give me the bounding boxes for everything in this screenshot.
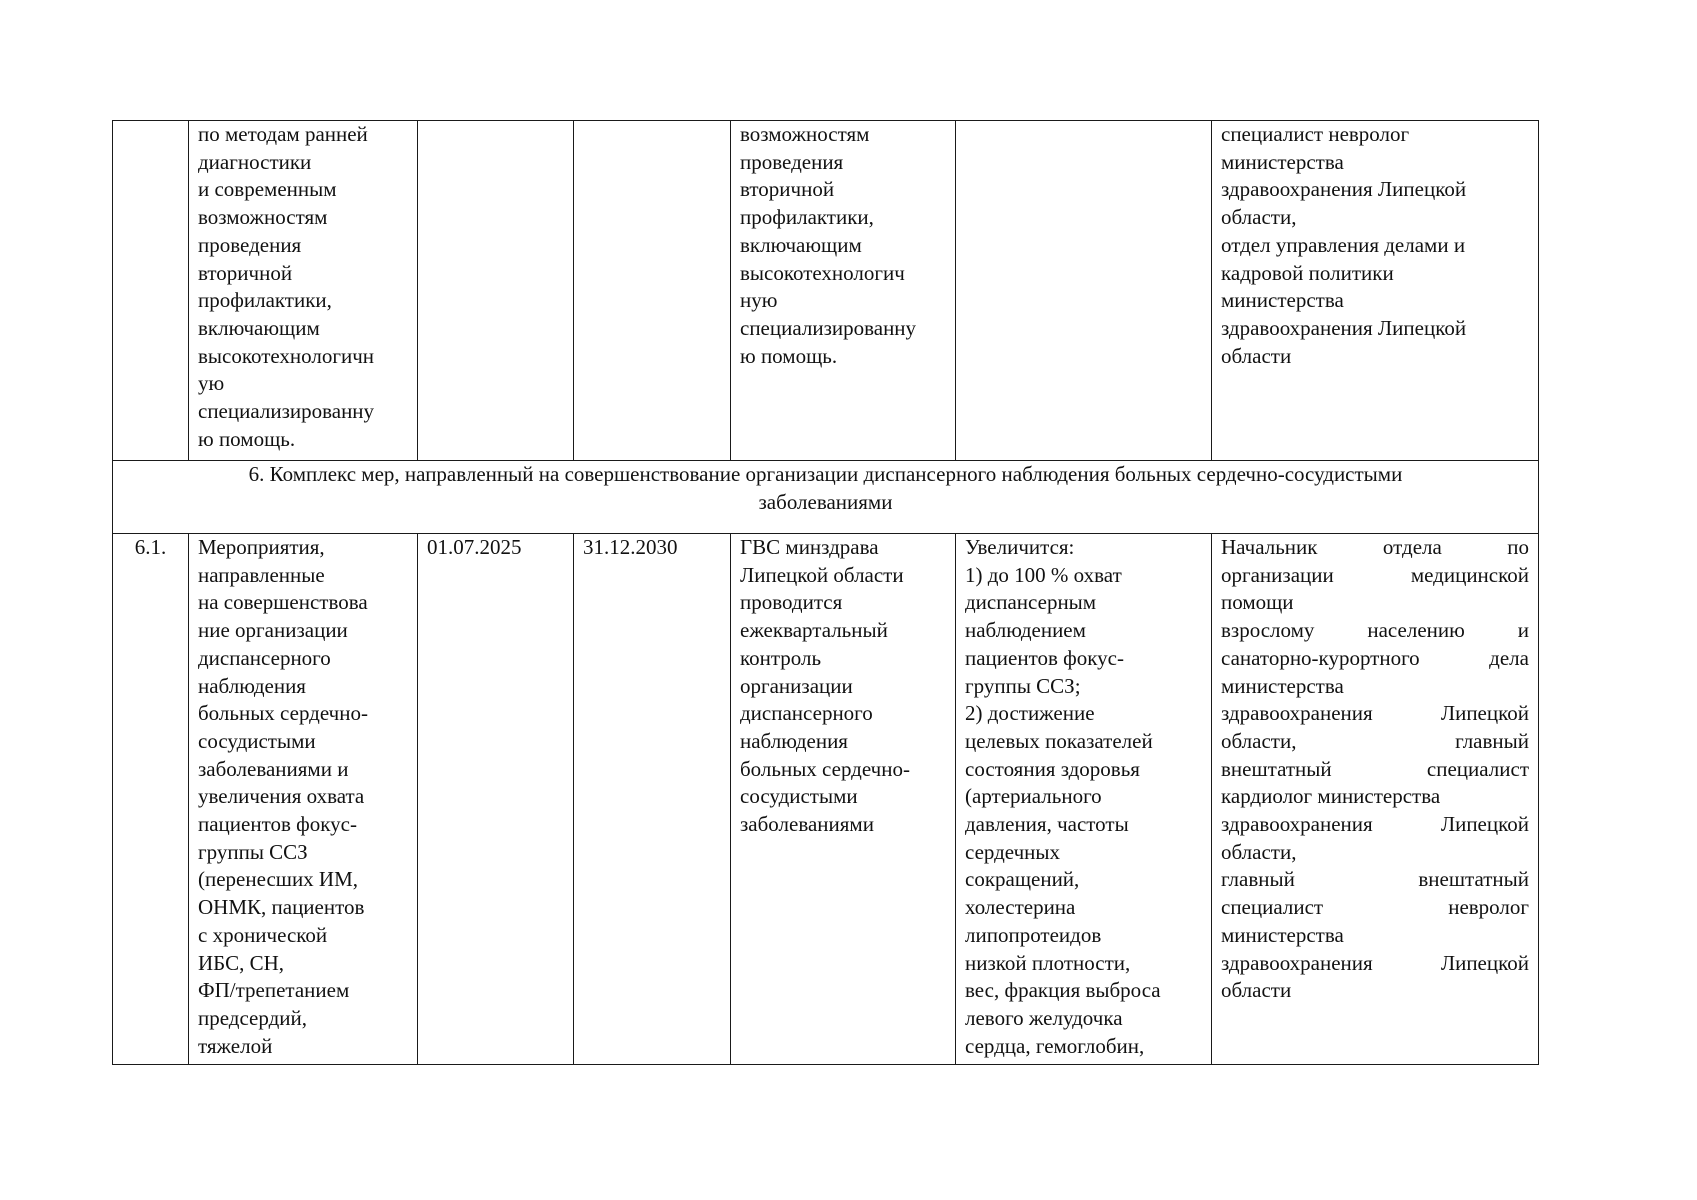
text-line: ю помощь. xyxy=(198,426,296,451)
text-line: холестерина xyxy=(965,895,1076,920)
text-line: предсердий, xyxy=(198,1005,307,1030)
text-line: включающим xyxy=(198,315,320,340)
text-line: министерства xyxy=(1221,149,1344,174)
text-line: контроль xyxy=(740,645,822,670)
text-line: пациентов фокус- xyxy=(198,812,357,837)
text-line: группы ССЗ xyxy=(198,839,308,864)
text-line: направленные xyxy=(198,562,325,587)
text-line: помощи xyxy=(1221,590,1294,615)
text-line: по методам ранней xyxy=(198,122,368,146)
text-line: специализированну xyxy=(198,399,375,424)
text-line: взрослому населению и xyxy=(1221,618,1529,643)
text-line: диспансерного xyxy=(198,645,331,670)
text-line: Начальник отдела по xyxy=(1221,535,1529,559)
cell-end-date: 31.12.2030 xyxy=(574,534,731,1065)
text-line: целевых показателей xyxy=(965,728,1153,753)
text-line: заболеваниями xyxy=(740,812,874,837)
measures-table xyxy=(112,120,1539,1065)
text-line: на совершенствова xyxy=(198,590,368,615)
text-line: специалист невролог xyxy=(1221,122,1410,146)
text-line: организации медицинской xyxy=(1221,562,1529,587)
text-line: здравоохранения Липецкой xyxy=(1221,950,1529,975)
text-line: возможностям xyxy=(198,205,328,230)
text-line: ежеквартальный xyxy=(740,618,888,643)
text-line: больных сердечно- xyxy=(198,701,368,726)
text-line: левого желудочка xyxy=(965,1005,1123,1030)
cell-responsible xyxy=(1212,534,1539,1065)
text-line: ОНМК, пациентов xyxy=(198,895,365,920)
cell-number xyxy=(113,121,189,461)
text-line: больных сердечно- xyxy=(740,756,910,781)
text-line: диспансерного xyxy=(740,701,873,726)
text-line: кардиолог министерства xyxy=(1221,784,1441,809)
text-line: отдел управления делами и xyxy=(1221,232,1466,257)
cell-end-date xyxy=(574,121,731,461)
text-line: увеличения охвата xyxy=(198,784,365,809)
text-line: заболеваниями xyxy=(758,489,893,514)
text-line: профилактики, xyxy=(740,205,874,230)
text-line: проведения xyxy=(198,232,302,257)
text-line: диагностики xyxy=(198,149,312,174)
text-line: ФП/трепетанием xyxy=(198,978,350,1003)
cell-start-date: 01.07.2025 xyxy=(418,534,574,1065)
text-line: 1) до 100 % охват xyxy=(965,562,1122,587)
text-line: внештатный специалист xyxy=(1221,756,1529,781)
text-line: включающим xyxy=(740,232,862,257)
text-line: Увеличится: xyxy=(965,535,1075,559)
text-line: ние организации xyxy=(198,618,348,643)
text-line: наблюдения xyxy=(740,728,848,753)
text-line: здравоохранения Липецкой xyxy=(1221,701,1529,726)
text-line: сердца, гемоглобин, xyxy=(965,1033,1145,1058)
text-line: давления, частоты xyxy=(965,812,1129,837)
text-line: области xyxy=(1221,343,1292,368)
cell-start-date xyxy=(418,121,574,461)
text-line: пациентов фокус- xyxy=(965,645,1124,670)
text-line: наблюдения xyxy=(198,673,306,698)
text-line: проведения xyxy=(740,149,844,174)
text-line: и современным xyxy=(198,177,337,202)
text-line: кадровой политики xyxy=(1221,260,1394,285)
text-line: с хронической xyxy=(198,922,328,947)
text-line: профилактики, xyxy=(198,288,332,313)
text-line: наблюдением xyxy=(965,618,1086,643)
text-line: возможностям xyxy=(740,122,870,146)
text-line: высокотехнологичн xyxy=(198,343,375,368)
text-line: здравоохранения Липецкой xyxy=(1221,177,1467,202)
table-row-section-heading xyxy=(113,461,1539,534)
text-line: проводится xyxy=(740,590,843,615)
table-row-6-1 xyxy=(113,534,1539,1065)
text-line: диспансерным xyxy=(965,590,1097,615)
text-line: ю помощь. xyxy=(740,343,838,368)
text-line: высокотехнологич xyxy=(740,260,905,285)
text-line: вторичной xyxy=(198,260,293,285)
text-line: состояния здоровья xyxy=(965,756,1140,781)
text-line: здравоохранения Липецкой xyxy=(1221,812,1529,837)
text-line: (артериального xyxy=(965,784,1102,809)
cell-responsible xyxy=(1212,121,1539,461)
text-line: низкой плотности, xyxy=(965,950,1131,975)
text-line: заболеваниями и xyxy=(198,756,349,781)
text-line: 2) достижение xyxy=(965,701,1095,726)
text-line: сердечных xyxy=(965,839,1061,864)
text-line: санаторно-курортного дела xyxy=(1221,645,1529,670)
text-line: (перенесших ИМ, xyxy=(198,867,359,892)
text-line: ГВС минздрава xyxy=(740,535,879,559)
text-line: вес, фракция выброса xyxy=(965,978,1161,1003)
text-line: сосудистыми xyxy=(740,784,858,809)
text-line: Липецкой области xyxy=(740,562,904,587)
text-line: области, xyxy=(1221,205,1297,230)
text-line: области, главный xyxy=(1221,728,1529,753)
cell-description xyxy=(731,534,956,1065)
text-line: ную xyxy=(740,288,778,313)
text-line: группы ССЗ; xyxy=(965,673,1081,698)
text-line: специализированну xyxy=(740,315,917,340)
text-line: специалист невролог xyxy=(1221,895,1529,920)
text-line: Мероприятия, xyxy=(198,535,325,559)
text-line: области, xyxy=(1221,839,1297,864)
cell-result xyxy=(956,121,1212,461)
cell-number: 6.1. xyxy=(113,534,189,1065)
text-line: ИБС, СН, xyxy=(198,950,285,975)
text-line: здравоохранения Липецкой xyxy=(1221,315,1467,340)
text-line: 6. Комплекс мер, направленный на совершенствование организации диспансерного наблюдения больных сердечно-сосудистыми xyxy=(248,462,1403,486)
text-line: тяжелой xyxy=(198,1033,273,1058)
cell-description xyxy=(731,121,956,461)
cell-measure xyxy=(189,534,418,1065)
text-line: липопротеидов xyxy=(965,922,1102,947)
cell-result xyxy=(956,534,1212,1065)
text-line: сокращений, xyxy=(965,867,1080,892)
text-line: главный внештатный xyxy=(1221,867,1529,892)
section-heading xyxy=(113,461,1539,534)
text-line: вторичной xyxy=(740,177,835,202)
text-line: организации xyxy=(740,673,853,698)
text-line: министерства xyxy=(1221,922,1344,947)
text-line: министерства xyxy=(1221,288,1344,313)
table-row-continuation xyxy=(113,121,1539,461)
text-line: ую xyxy=(198,371,225,396)
text-line: министерства xyxy=(1221,673,1344,698)
cell-measure xyxy=(189,121,418,461)
text-line: сосудистыми xyxy=(198,728,316,753)
text-line: области xyxy=(1221,978,1292,1003)
